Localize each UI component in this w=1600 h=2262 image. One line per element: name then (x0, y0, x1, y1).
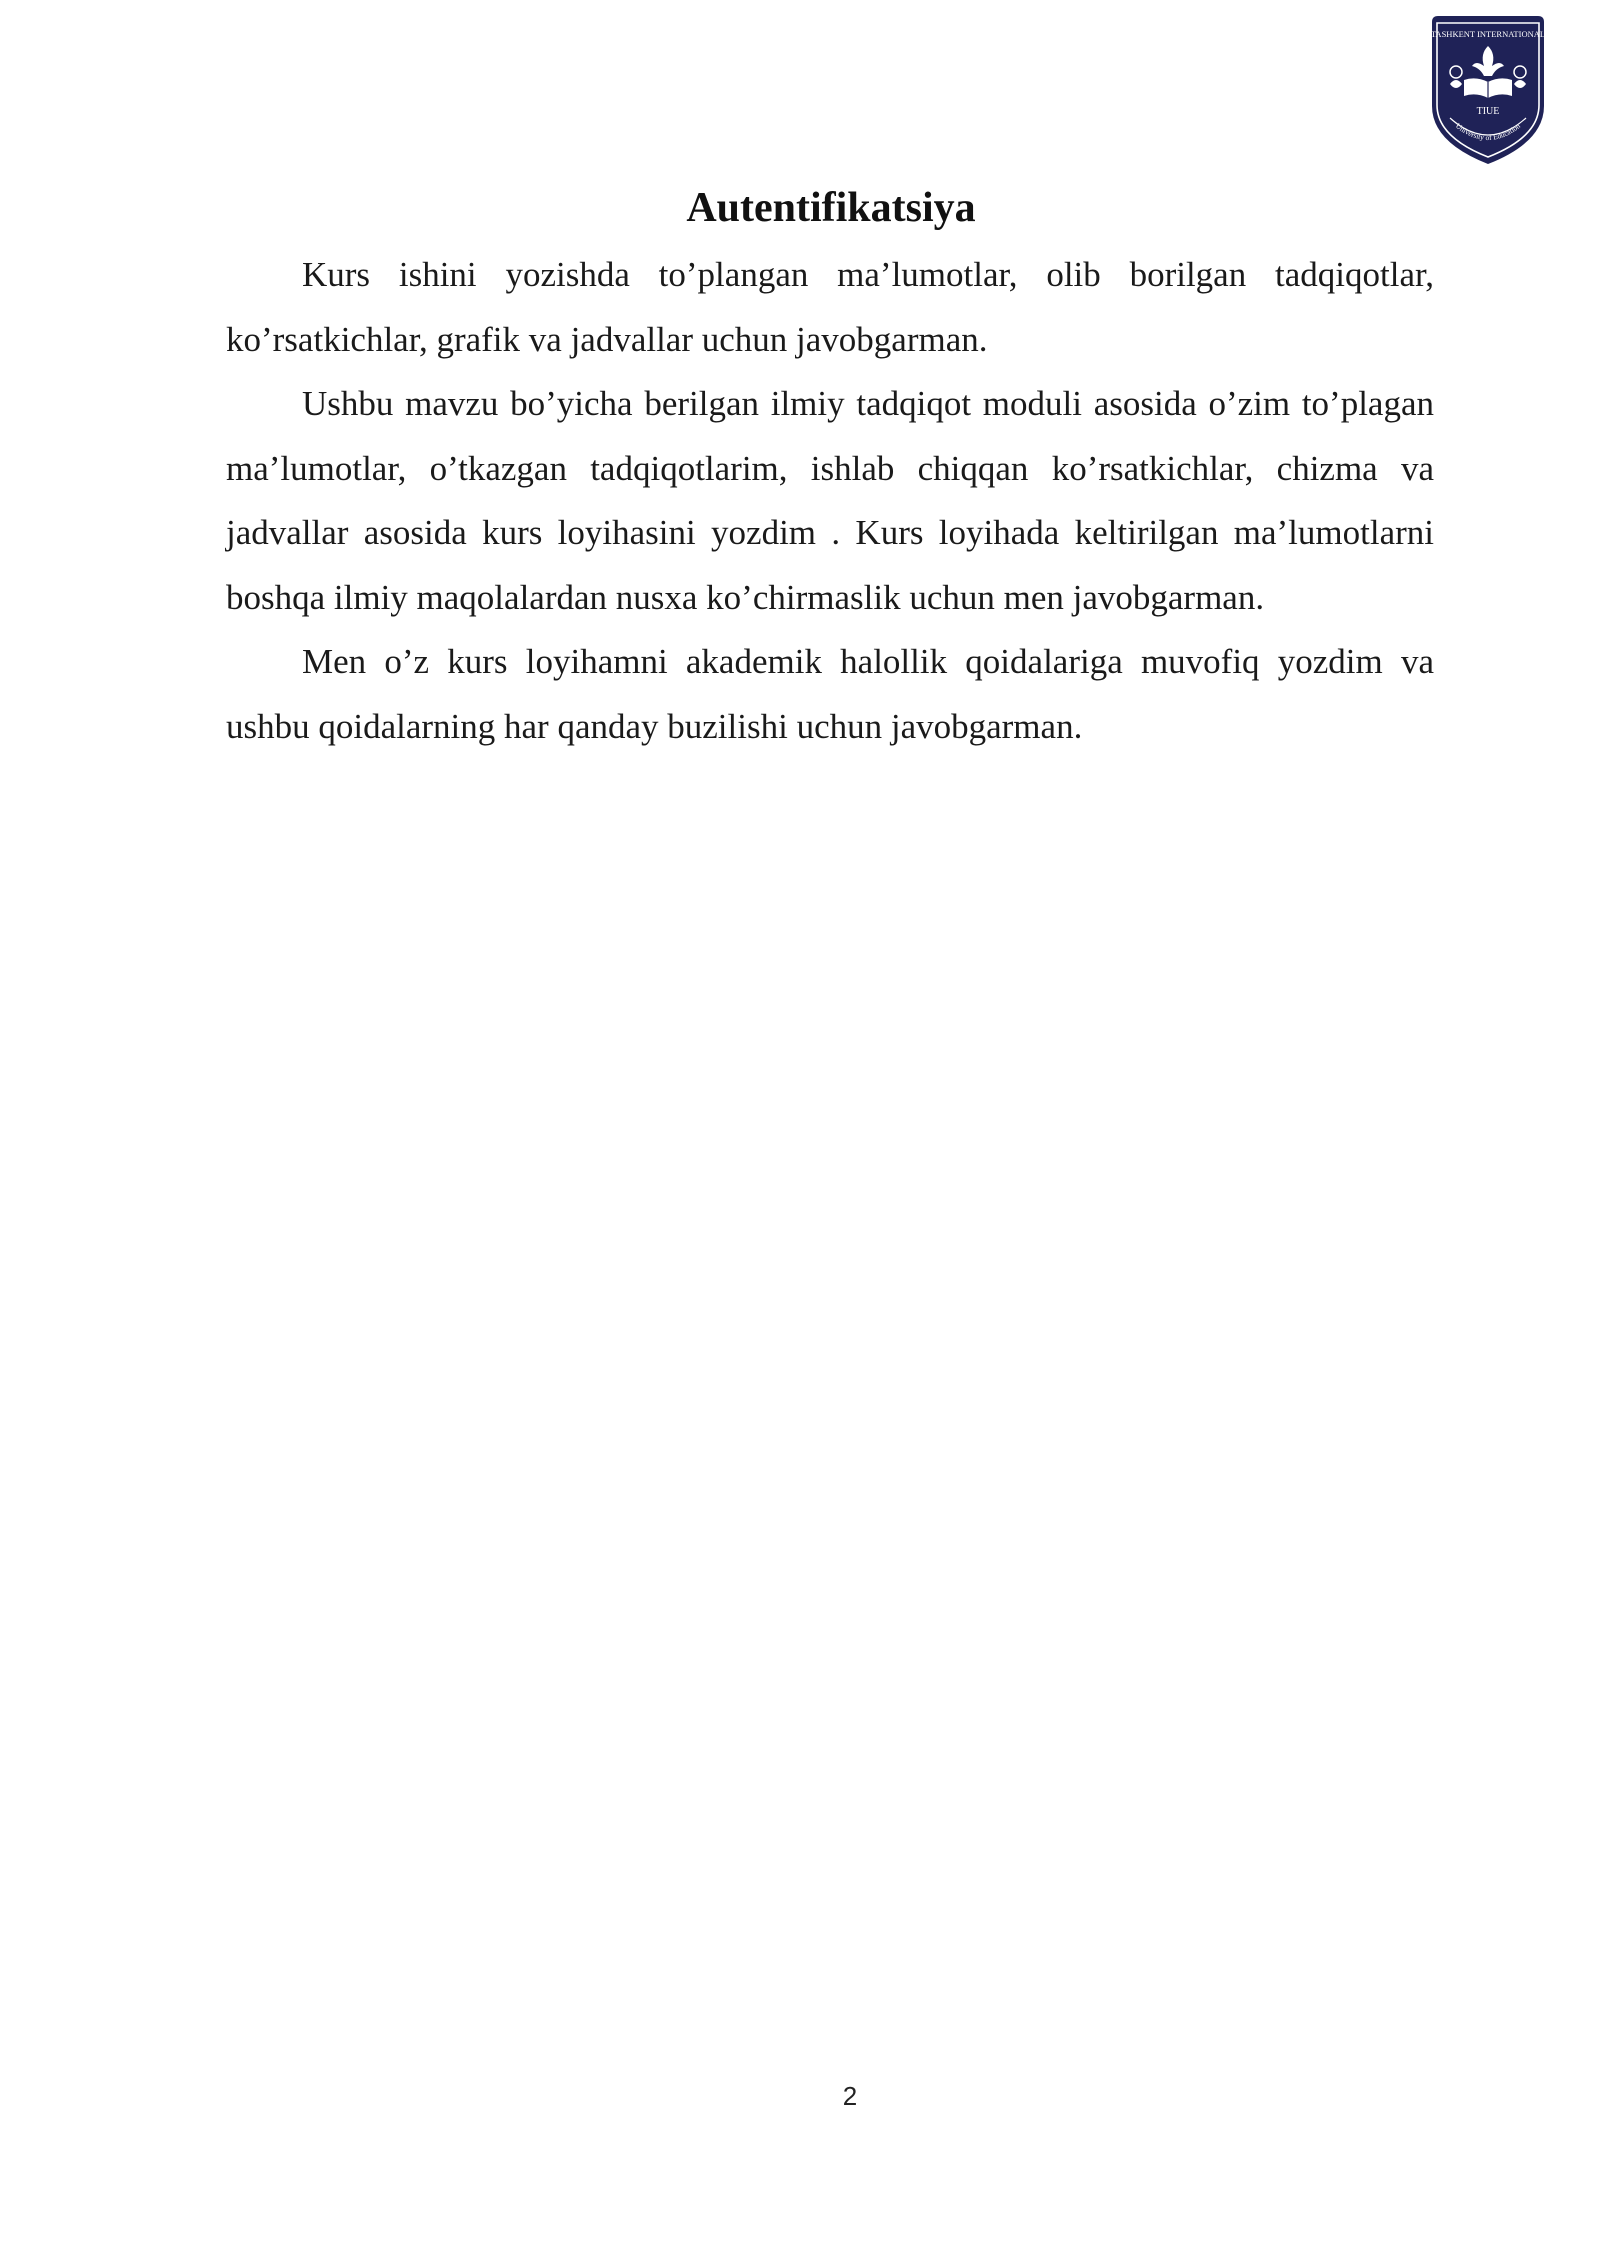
page-number: 2 (842, 2081, 858, 2111)
paragraph: Kurs ishini yozishda to’plangan ma’lumotlar, olib borilgan tadqiqotlar, ko’rsatkichlar, grafik va jadvallar uchun javobgarman. (226, 255, 1434, 359)
paragraph: Ushbu mavzu bo’yicha berilgan ilmiy tadqiqot moduli asosida o’zim to’plagan ma’lumotlar, o’tkazgan tadqiqotlarim, ishlab chiqqan ko’rsatkichlar, chizma va jadvallar asosida kurs loyihasini yozdim . Kurs loyihada keltirilgan ma’lumotlarni boshqa ilmiy maqolalardan nusxa ko’chirmaslik uchun men javobgarman. (226, 384, 1434, 617)
document-body (226, 243, 1434, 759)
university-logo (1426, 14, 1550, 166)
svg-text:TIUE: TIUE (1476, 106, 1500, 117)
page-title: Autentifikatsiya (686, 185, 976, 231)
svg-text:University of Education: University of Education (1454, 121, 1522, 143)
university-crest-icon (1426, 14, 1550, 166)
paragraph: Men o’z kurs loyihamni akademik halollik qoidalariga muvofiq yozdim va ushbu qoidalarning har qanday buzilishi uchun javobgarman. (226, 642, 1434, 746)
svg-text:TASHKENT INTERNATIONAL: TASHKENT INTERNATIONAL (1430, 29, 1546, 39)
